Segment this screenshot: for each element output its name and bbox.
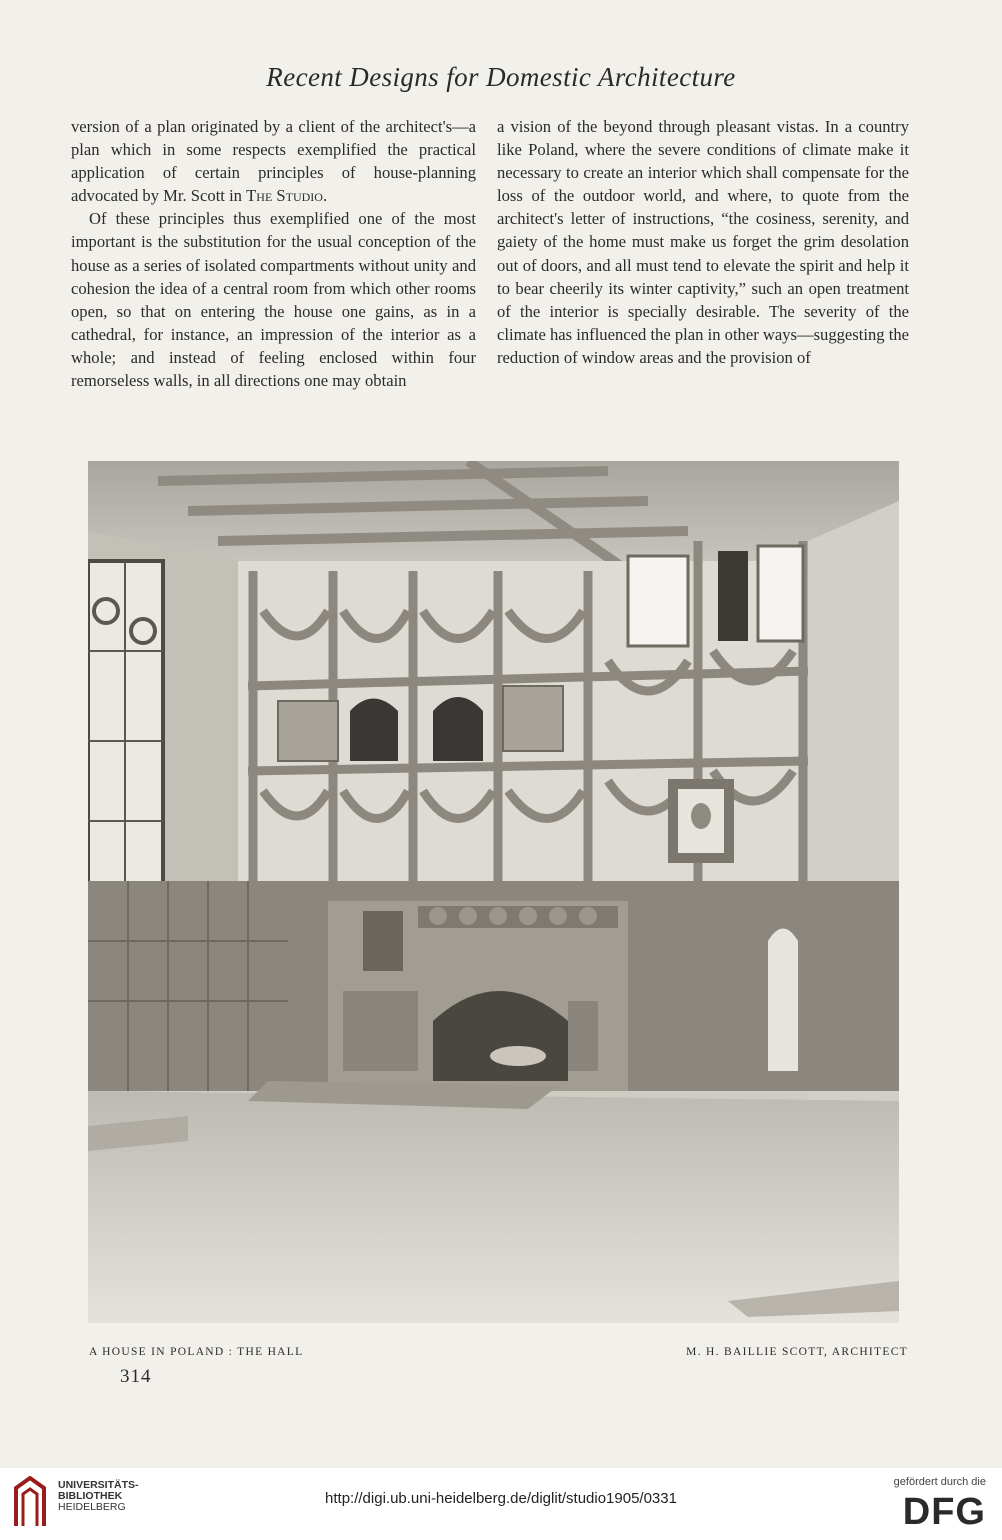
- illustration-plate: [88, 461, 899, 1323]
- shutter-right: [503, 686, 563, 751]
- dfg-logo: DFG: [902, 1491, 986, 1533]
- left-paragraph-1-text: version of a plan originated by a client of the architect's—a plan which in some respects exemplified the practical application of certain principles of house-planning advocated by Mr. Scott in: [71, 117, 476, 206]
- funded-by-label: gefördert durch die: [893, 1476, 986, 1488]
- left-paragraph-1: [71, 115, 476, 207]
- upper-window-1: [628, 556, 688, 646]
- library-name-line-2: BIBLIOTHEK: [58, 1490, 123, 1502]
- fire-logs: [490, 1046, 546, 1066]
- portrait-figure: [691, 803, 711, 829]
- settle-left: [343, 991, 418, 1071]
- source-url-link[interactable]: http://digi.ub.uni-heidelberg.de/diglit/studio1905/0331: [325, 1490, 677, 1507]
- plate-caption-left: A HOUSE IN POLAND : THE HALL: [89, 1346, 304, 1358]
- library-name-line-1: UNIVERSITÄTS-: [58, 1479, 139, 1491]
- left-text-column: [71, 115, 476, 392]
- left-paragraph-2: Of these principles thus exemplified one of the most important is the substitution for the usual conception of the house as a series of isolated compartments without unity and cohesion the idea of a central room from which other rooms open, so that on entering the house one gains, as in a cathedral, for instance, an impression of the interior as a whole; and instead of feeling enclosed within four remorseless walls, in all directions one may obtain: [71, 209, 476, 391]
- digitization-footer: [0, 1468, 1002, 1540]
- arched-doorway: [768, 929, 798, 1072]
- floor: [88, 1091, 899, 1323]
- plate-caption-right: M. H. BAILLIE SCOTT, ARCHITECT: [686, 1346, 908, 1358]
- library-name-line-3: HEIDELBERG: [58, 1501, 126, 1513]
- gallery-opening-right: [433, 697, 483, 761]
- settle-right: [568, 1001, 598, 1071]
- upper-window-dark: [718, 551, 748, 641]
- page-number: 314: [120, 1366, 152, 1387]
- left-paragraph-1-end: .: [322, 186, 328, 206]
- bookshelf: [363, 911, 403, 971]
- upper-window-2: [758, 546, 803, 641]
- journal-name: The Studio: [246, 186, 323, 206]
- hall-interior-illustration: [88, 461, 899, 1323]
- right-paragraph-1: a vision of the beyond through pleasant vistas. In a country like Poland, where the severe conditions of climate make it necessary to create an interior which shall compensate for the loss of the outdoor world, and where, to quote from the architect's letter of instructions, “the cosiness, serenity, and gaiety of the home must make us forget the grim desolation out of doors, and all must tend to elevate the spirit and help it to bear cheerily its winter captivity,” such an open treatment of the interior is specially desirable. The severity of the climate has influenced the plan in other ways—suggesting the reduction of window areas and the provision of: [497, 117, 909, 367]
- shutter-left: [278, 701, 338, 761]
- gallery-opening-left: [350, 699, 398, 762]
- running-title: Recent Designs for Domestic Architecture: [266, 62, 736, 92]
- right-text-column: [497, 115, 909, 369]
